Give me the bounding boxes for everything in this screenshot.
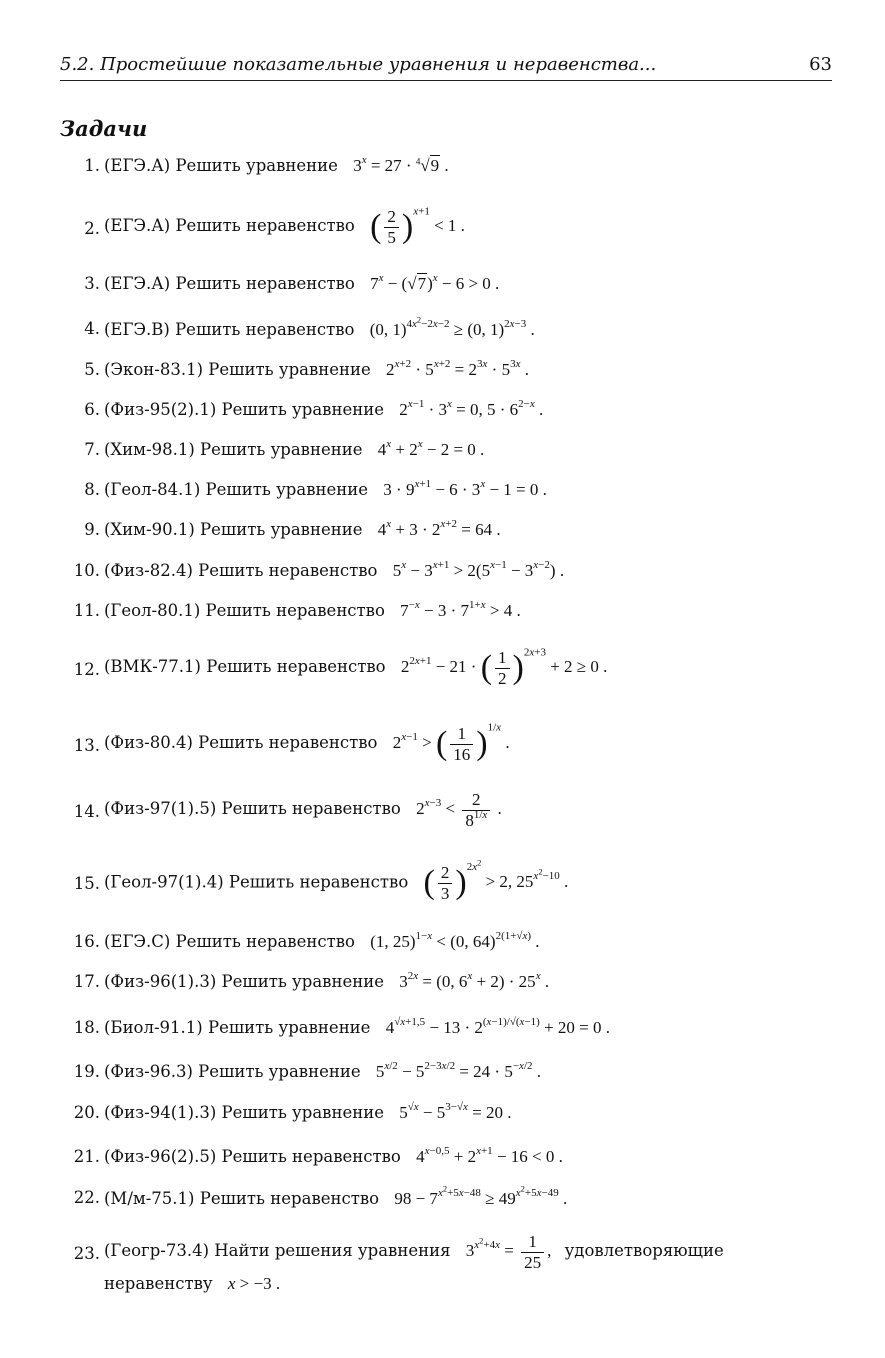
problem-label: (ЕГЭ.А) Решить неравенство — [104, 274, 355, 293]
problem-formula: $3^x = 27 \cdot ^4√9$ . — [353, 153, 449, 175]
running-header — [60, 52, 832, 81]
problem-formula: ( $\frac{2}{3}$ )$^{2x^2}$ > 2, $25^{x^2-10}$ . — [423, 857, 569, 903]
problem-label: (Физ-96(2).5) Решить неравенство — [104, 1147, 401, 1166]
problem-label: (Экон-83.1) Решить уравнение — [104, 360, 371, 379]
problem-formula: $5^{√x} - 5^{3-√x} = 20$ . — [399, 1100, 512, 1122]
problem-label: (Физ-82.4) Решить неравенство — [104, 561, 378, 580]
problem-number: 1. — [84, 156, 100, 175]
problem-formula: $98 - 7^{x^2+5x-48} \ge 49^{x^2+5x-49}$ . — [394, 1183, 568, 1208]
problem-label: (М/м-75.1) Решить неравенство — [104, 1188, 380, 1208]
problem-item — [0, 1232, 885, 1300]
problem-label: (Геогр-73.4) Найти решения уравнения — [104, 1240, 451, 1260]
problem-number: 6. — [84, 400, 100, 419]
problem-label: (Физ-96.3) Решить уравнение — [104, 1062, 361, 1081]
problem-label: (ЕГЭ.А) Решить уравнение — [104, 156, 338, 175]
problem-formula: (0, 1)$^{4x^2-2x-2}$ ≥ (0, 1)$^{2x-3}$ . — [369, 314, 535, 339]
problem-label-line2: неравенству — [104, 1274, 213, 1293]
problem-number: 21. — [73, 1147, 100, 1166]
problem-number: 11. — [73, 601, 100, 620]
problem-label-continuation: удовлетворяющие — [564, 1240, 724, 1260]
problem-formula: $2^{x-1}$ > ( $\frac{1}{16}$ )$^{1/x}$ . — [392, 721, 510, 764]
problem-number: 17. — [73, 972, 100, 991]
problem-label: (Геол-80.1) Решить неравенство — [104, 601, 385, 620]
problem-number: 2. — [84, 219, 100, 238]
problem-formula: $5^{x/2} - 5^{2-3x/2} = 24 \cdot 5^{-x/2}$ . — [375, 1059, 541, 1081]
problem-formula: $4^x + 2^x - 2 = 0$ . — [377, 437, 485, 459]
problem-number: 5. — [84, 360, 100, 379]
problem-label: (Физ-94(1).3) Решить уравнение — [104, 1103, 384, 1122]
problem-number: 16. — [73, 932, 100, 951]
problem-label: (Геол-84.1) Решить уравнение — [104, 480, 369, 499]
problem-number: 22. — [73, 1188, 100, 1207]
problem-number: 20. — [73, 1103, 100, 1122]
problem-number: 14. — [73, 802, 100, 821]
problem-number: 8. — [84, 480, 100, 499]
problem-formula: $5^x - 3^{x+1} > 2(5^{x-1} - 3^{x-2})$ . — [392, 558, 565, 580]
problem-label: (Биол-91.1) Решить уравнение — [104, 1018, 371, 1037]
problem-number: 3. — [84, 274, 100, 293]
problem-formula: ( $\frac{2}{5}$ )$^{x+1}$ < 1 . — [370, 205, 465, 247]
problem-formula: $4^{√x+1,5} - 13 \cdot 2^{(x-1)/√(x-1)} + 20 = 0$ . — [385, 1015, 610, 1037]
problem-label: (Геол-97(1).4) Решить неравенство — [104, 872, 409, 892]
problem-formula: $7^x - (√7)^x - 6 > 0$ . — [370, 271, 500, 293]
problem-number: 19. — [73, 1062, 100, 1081]
problem-label: (ЕГЭ.С) Решить неравенство — [104, 932, 355, 951]
problem-number: 7. — [84, 440, 100, 459]
problem-formula: $2^{x-1} \cdot 3^x = 0$, $5 \cdot 6^{2-x}$ . — [399, 397, 544, 419]
problem-label: (ВМК-77.1) Решить неравенство — [104, 656, 386, 676]
problem-number: 15. — [73, 874, 100, 893]
problem-formula: $3^{x^2+4x}$ = $\frac{1}{25}$ , — [465, 1232, 552, 1272]
problem-formula: $4^{x-0,5} + 2^{x+1} - 16 < 0$ . — [416, 1144, 563, 1166]
page-number: 63 — [809, 54, 832, 75]
problem-label: (Физ-95(2).1) Решить уравнение — [104, 400, 384, 419]
problem-label: (Физ-80.4) Решить неравенство — [104, 732, 378, 752]
problem-number: 10. — [73, 561, 100, 580]
problem-formula: $2^{x+2} \cdot 5^{x+2} = 2^{3x} \cdot 5^{3x}$ . — [386, 357, 529, 379]
problem-label: (Хим-98.1) Решить уравнение — [104, 440, 363, 459]
problem-label: (Физ-97(1).5) Решить неравенство — [104, 798, 401, 818]
problem-label: (ЕГЭ.А) Решить неравенство — [104, 215, 355, 235]
problem-label: (Физ-96(1).3) Решить уравнение — [104, 972, 384, 991]
problem-formula: $2^{x-3}$ < $\frac{2}{8^{1/x}}$ . — [416, 790, 502, 830]
section-heading: Задачи — [60, 116, 148, 141]
problem-label: (ЕГЭ.В) Решить неравенство — [104, 319, 355, 339]
header-title: 5.2. Простейшие показательные уравнения и неравенства... — [60, 54, 657, 75]
problem-label: (Хим-90.1) Решить уравнение — [104, 520, 363, 539]
problem-number: 12. — [73, 660, 100, 679]
problem-formula: $2^{2x+1} - 21$ · ( $\frac{1}{2}$ )$^{2x+3}$ + 2 ≥ 0 . — [400, 646, 608, 688]
problem-formula: (1, 25)$^{1-x}$ < (0, 64)$^{2(1+√x)}$ . — [370, 929, 540, 951]
problem-condition: x > −3 . — [227, 1274, 281, 1293]
problem-number: 18. — [73, 1018, 100, 1037]
problem-number: 4. — [84, 319, 100, 338]
problem-formula: $3^{2x} = (0$, $6^x + 2) \cdot 25^x$ . — [399, 969, 550, 991]
problem-number: 23. — [73, 1244, 100, 1263]
problem-number: 9. — [84, 520, 100, 539]
problem-formula: $4^x + 3 \cdot 2^{x+2} = 64$ . — [377, 517, 501, 539]
problem-number: 13. — [73, 736, 100, 755]
problem-formula: $3 \cdot 9^{x+1} - 6 \cdot 3^x - 1 = 0$ . — [383, 477, 547, 499]
problem-formula: $7^{-x} - 3 \cdot 7^{1+x} > 4$ . — [400, 598, 521, 620]
